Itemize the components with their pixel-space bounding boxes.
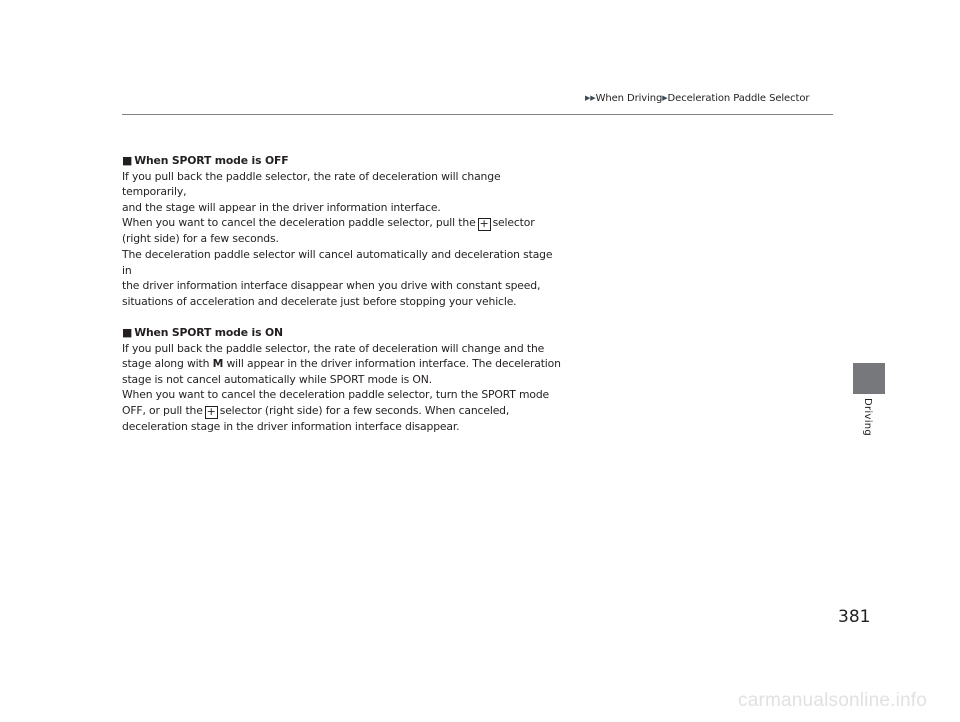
body-line: OFF, or pull the + selector (right side) for a few seconds. When canceled, [122,403,510,418]
body-line: stage along with M will appear in the driver information interface. The deceleration [122,357,561,371]
header-divider [122,114,833,115]
breadcrumb-arrow-icon: ▶ [662,94,668,102]
section-heading-sport-off: ■ When SPORT mode is OFF [122,154,289,167]
body-line: deceleration stage in the driver information interface disappear. [122,419,460,433]
breadcrumb-level2[interactable]: Deceleration Paddle Selector [667,93,810,104]
body-line: and the stage will appear in the driver information interface. [122,200,441,214]
square-bullet-icon: ■ [122,154,133,167]
body-line: situations of acceleration and decelerate just before stopping your vehicle. [122,294,517,308]
side-tab-marker[interactable] [853,363,885,394]
body-line: the driver information interface disappear when you drive with constant speed, [122,279,541,293]
breadcrumb-level1[interactable]: When Driving [595,93,663,104]
plus-key-icon: + [206,404,216,418]
body-line: When you want to cancel the deceleration paddle selector, pull the + selector [122,216,535,231]
section-gap [122,309,562,325]
plus-key-icon: + [479,217,489,231]
watermark[interactable]: carmanualsonline.info [738,690,928,711]
body-line: The deceleration paddle selector will cancel automatically and deceleration stage in [122,247,553,277]
body-line: When you want to cancel the deceleration paddle selector, turn the SPORT mode [122,388,550,402]
m-indicator: M [212,357,224,371]
side-tab-label: Driving [862,398,873,437]
breadcrumb-arrow-icon: ▶▶ [585,94,596,102]
body-line: (right side) for a few seconds. [122,232,279,246]
square-bullet-icon: ■ [122,325,133,339]
breadcrumb [585,93,809,104]
body-line: stage is not cancel automatically while SPORT mode is ON. [122,372,432,386]
page-number: 381 [838,607,871,627]
body-line: If you pull back the paddle selector, the rate of deceleration will change and the [122,341,545,355]
section-heading-sport-on: ■ When SPORT mode is ON [122,325,283,339]
body-line: If you pull back the paddle selector, the rate of deceleration will change temporarily, [122,169,501,199]
main-content [122,153,562,435]
